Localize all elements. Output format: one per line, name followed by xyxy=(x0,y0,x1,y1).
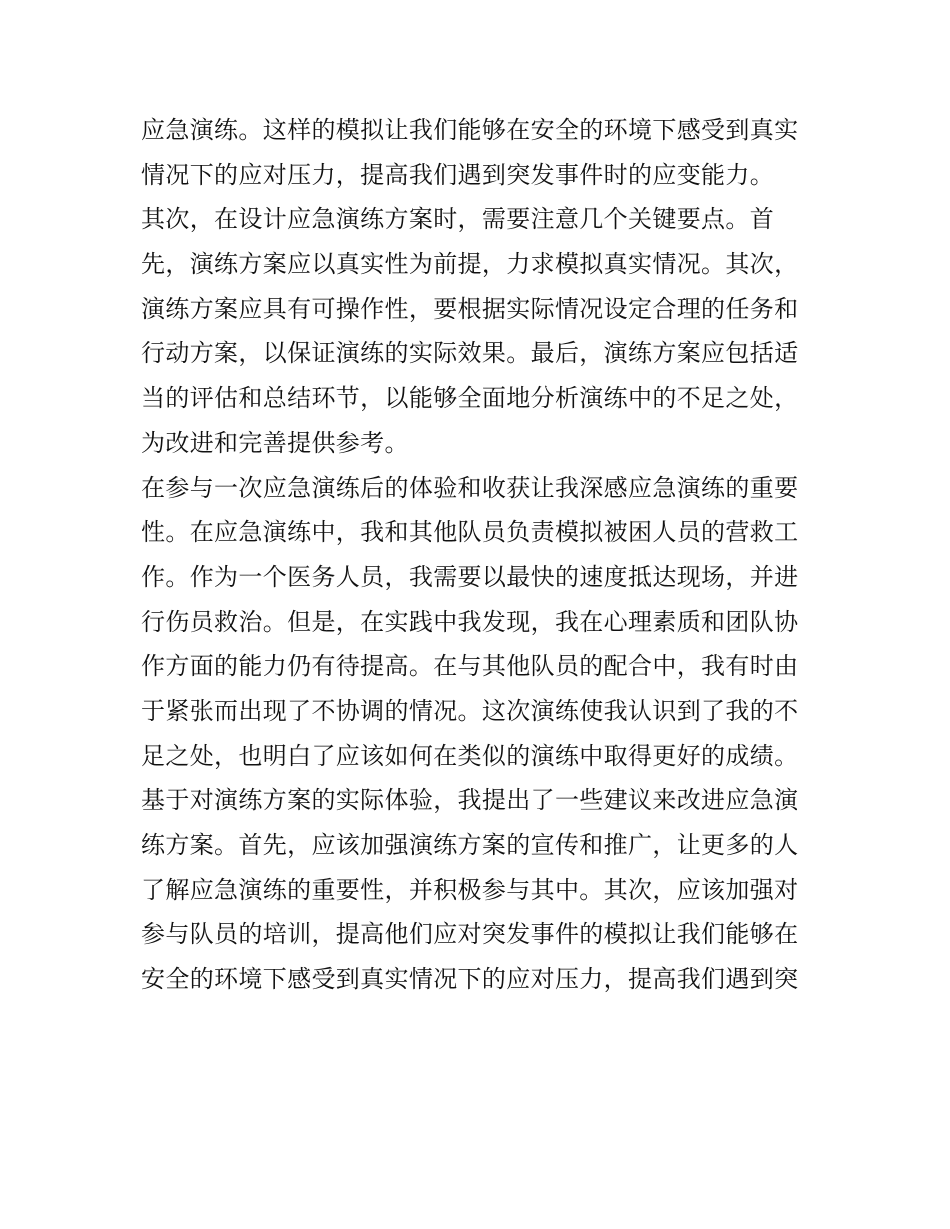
text-line: 于紧张而出现了不协调的情况。这次演练使我认识到了我的不 xyxy=(141,696,799,725)
text-line: 基于对演练方案的实际体验，我提出了一些建议来改进应急演 xyxy=(141,786,799,815)
body-text xyxy=(141,108,821,1002)
text-line: 足之处，也明白了应该如何在类似的演练中取得更好的成绩。 xyxy=(141,741,799,770)
text-line: 作方面的能力仍有待提高。在与其他队员的配合中，我有时由 xyxy=(141,652,799,681)
text-line: 了解应急演练的重要性，并积极参与其中。其次，应该加强对 xyxy=(141,875,799,904)
text-line: 作。作为一个医务人员，我需要以最快的速度抵达现场，并进 xyxy=(141,562,799,591)
text-line: 性。在应急演练中，我和其他队员负责模拟被困人员的营救工 xyxy=(141,518,799,547)
text-line: 当的评估和总结环节，以能够全面地分析演练中的不足之处， xyxy=(141,384,799,413)
text-line: 演练方案应具有可操作性，要根据实际情况设定合理的任务和 xyxy=(141,294,799,323)
text-line: 情况下的应对压力，提高我们遇到突发事件时的应变能力。 xyxy=(141,160,775,189)
text-line: 应急演练。这样的模拟让我们能够在安全的环境下感受到真实 xyxy=(141,116,799,144)
text-line: 行动方案，以保证演练的实际效果。最后，演练方案应包括适 xyxy=(141,339,799,368)
text-line: 先，演练方案应以真实性为前提，力求模拟真实情况。其次， xyxy=(141,250,799,279)
text-line: 其次，在设计应急演练方案时，需要注意几个关键要点。首 xyxy=(141,205,775,234)
text-line: 在参与一次应急演练后的体验和收获让我深感应急演练的重要 xyxy=(141,473,799,502)
text-line: 参与队员的培训，提高他们应对突发事件的模拟让我们能够在 xyxy=(141,920,799,949)
text-line: 为改进和完善提供参考。 xyxy=(141,428,409,457)
text-line: 行伤员救治。但是，在实践中我发现，我在心理素质和团队协 xyxy=(141,607,799,636)
text-line: 练方案。首先，应该加强演练方案的宣传和推广，让更多的人 xyxy=(141,831,799,859)
text-line: 安全的环境下感受到真实情况下的应对压力，提高我们遇到突 xyxy=(141,965,799,994)
